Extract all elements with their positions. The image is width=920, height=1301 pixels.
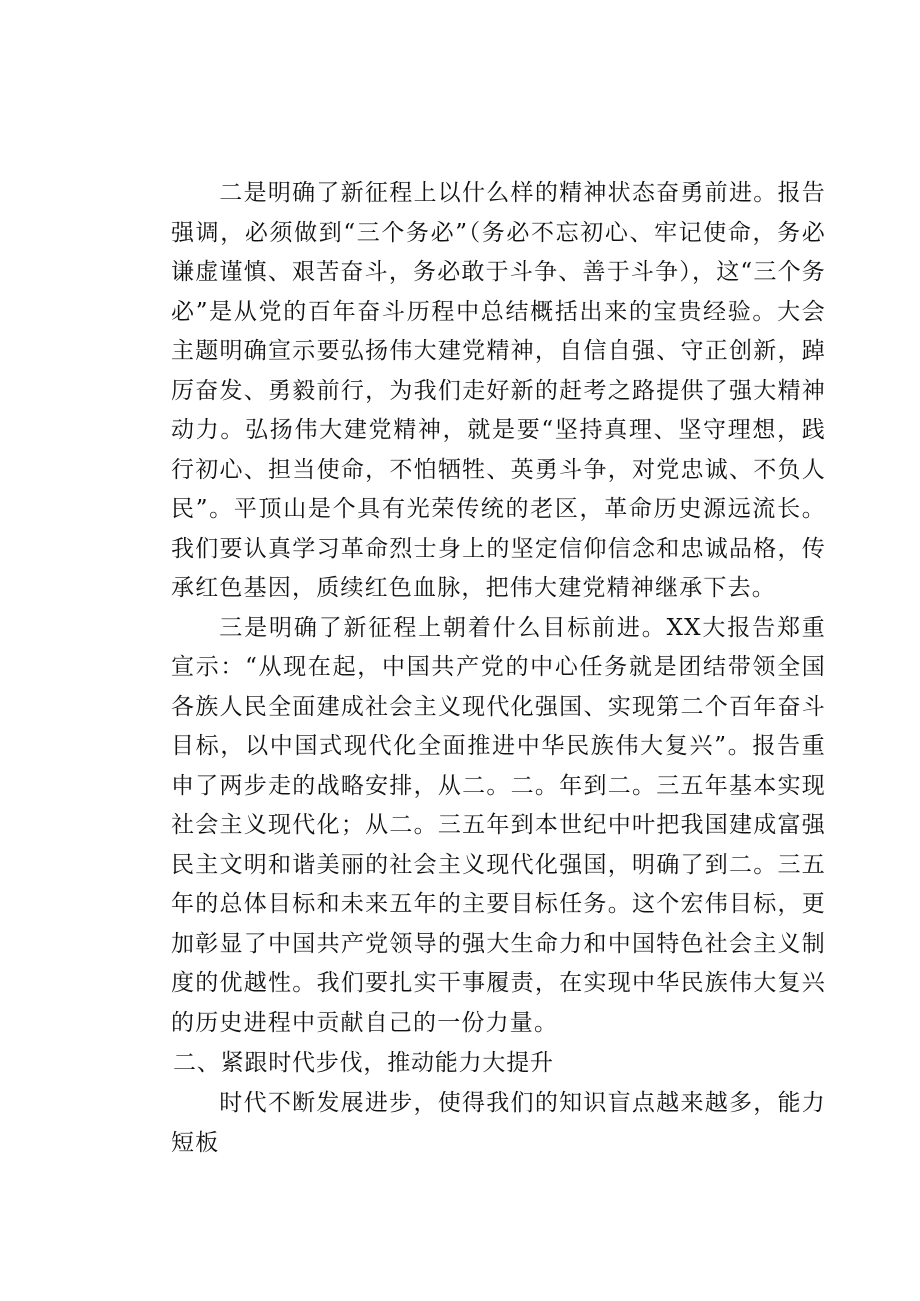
document-body xyxy=(171,174,826,1163)
paragraph-times: 时代不断发展进步，使得我们的知识盲点越来越多，能力短板 xyxy=(171,1090,826,1156)
section-heading: 二、紧跟时代步伐，推动能力大提升 xyxy=(173,1050,554,1076)
paragraph-goal: 三是明确了新征程上朝着什么目标前进。XX大报告郑重宣示：“从现在起，中国共产党的中心任务就是团结带领全国各族人民全面建成社会主义现代化强国、实现第二个百年奋斗目标，以中国式现代化全面推进中华民族伟大复兴”。报告重申了两步走的战略安排，从二。二。年到二。三五年基本实现社会主义现代化；从二。三五年到本世纪中叶把我国建成富强民主文明和谐美丽的社会主义现代化强国，明确了到二。三五年的总体目标和未来五年的主要目标任务。这个宏伟目标，更加彰显了中国共产党领导的强大生命力和中国特色社会主义制度的优越性。我们要扎实干事履责，在实现中华民族伟大复兴的历史进程中贡献自己的一份力量。 xyxy=(171,614,826,1036)
paragraph-spirit-state: 二是明确了新征程上以什么样的精神状态奋勇前进。报告强调，必须做到“三个务必”（务必不忘初心、牢记使命，务必谦虚谨慎、艰苦奋斗，务必敢于斗争、善于斗争），这“三个务必”是从党的百年奋斗历程中总结概括出来的宝贵经验。大会主题明确宣示要弘扬伟大建党精神，自信自强、守正创新，踔厉奋发、勇毅前行，为我们走好新的赶考之路提供了强大精神动力。弘扬伟大建党精神，就是要“坚持真理、坚守理想，践行初心、担当使命，不怕牺牲、英勇斗争，对党忠诚、不负人民”。平顶山是个具有光荣传统的老区，革命历史源远流长。我们要认真学习革命烈士身上的坚定信仰信念和忠诚品格，传承红色基因，质续红色血脉，把伟大建党精神继承下去。 xyxy=(171,180,826,601)
